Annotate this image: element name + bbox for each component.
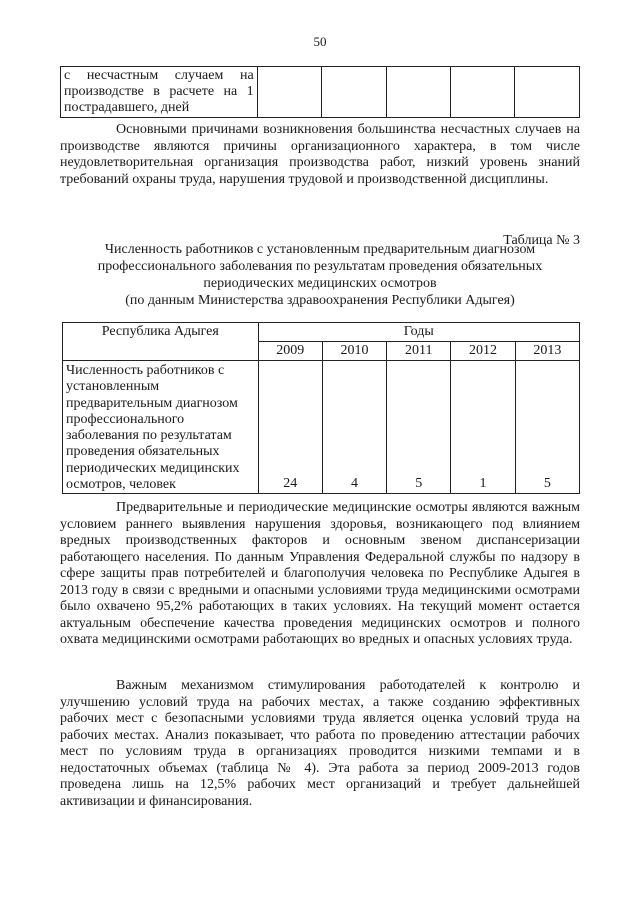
table-cell-label: с несчастным случаем на производстве в расчете на 1 пострадавшего, дней — [61, 67, 258, 118]
caption-line: (по данным Министерства здравоохранения Республики Адыгея) — [125, 293, 515, 308]
paragraph-causes: Основными причинами возникновения большинства несчастных случаев на производстве являются причины организационного характера, в том числе неудовлетворительная организация производства работ, низкий уровень знаний требований охраны труда, нарушения трудовой и производственной дисциплины. — [60, 122, 580, 187]
continued-table — [60, 66, 580, 118]
caption-line: Численность работников с установленным предварительным диагнозом — [104, 242, 536, 257]
row-label: Численность работников с установленным предварительным диагнозом профессионального заболевания по результатам проведения обязательных периодических медицинских осмотров, человек — [63, 361, 259, 494]
table-cell — [515, 67, 580, 118]
paragraph-workplace-assessment: Важным механизмом стимулирования работодателей к контролю и улучшению условий труда на рабочих местах, а также созданию эффективных рабочих мест с безопасными условиями труда является оценка условий труда на рабочих местах. Анализ показывает, что работа по проведению аттестации рабочих мест по условиям труда в организациях проводится низкими темпами и в недостаточных объемах (таблица № 4). Эта работа за период 2009-2013 годов проведена лишь на 12,5% рабочих мест организаций и требует дальнейшей активизации и финансирования. — [60, 678, 580, 809]
page-number: 50 — [313, 34, 327, 49]
table-number-label: Таблица № 3 — [503, 233, 580, 248]
corner-header: Республика Адыгея — [63, 323, 259, 361]
value-cell: 5 — [387, 361, 451, 494]
year-cell: 2012 — [451, 342, 515, 361]
year-cell: 2010 — [322, 342, 386, 361]
year-cell: 2009 — [258, 342, 322, 361]
table-header-row — [63, 323, 580, 342]
table-row — [63, 361, 580, 494]
year-cell: 2011 — [387, 342, 451, 361]
table-cell — [451, 67, 515, 118]
value-cell: 4 — [322, 361, 386, 494]
value-cell: 24 — [258, 361, 322, 494]
occupational-disease-table — [62, 322, 580, 494]
table-cell — [322, 67, 386, 118]
paragraph-medical-exams: Предварительные и периодические медицинские осмотры являются важным условием раннего выявления нарушения здоровья, возникающего под влиянием вредных производственных факторов и основным звеном диспансеризации работающего населения. По данным Управления Федеральной службы по надзору в сфере защиты прав потребителей и благополучия человека по Республике Адыгея в 2013 году в связи с вредными и опасными условиями труда медицинскими осмотрами было охвачено 95,2% работающих в таких условиях. На текущий момент остается актуальным обеспечение качества проведения медицинских осмотров и полного охвата медицинскими осмотрами работающих во вредных и опасных условиях труда. — [60, 500, 580, 647]
table-caption — [60, 241, 580, 309]
value-cell: 5 — [515, 361, 579, 494]
table-row — [61, 67, 580, 118]
value-cell: 1 — [451, 361, 515, 494]
caption-line: периодических медицинских осмотров — [203, 276, 437, 291]
table-cell — [386, 67, 450, 118]
year-cell: 2013 — [515, 342, 579, 361]
caption-line: профессионального заболевания по результатам проведения обязательных — [97, 259, 543, 274]
years-header: Годы — [258, 323, 579, 342]
table-cell — [257, 67, 321, 118]
